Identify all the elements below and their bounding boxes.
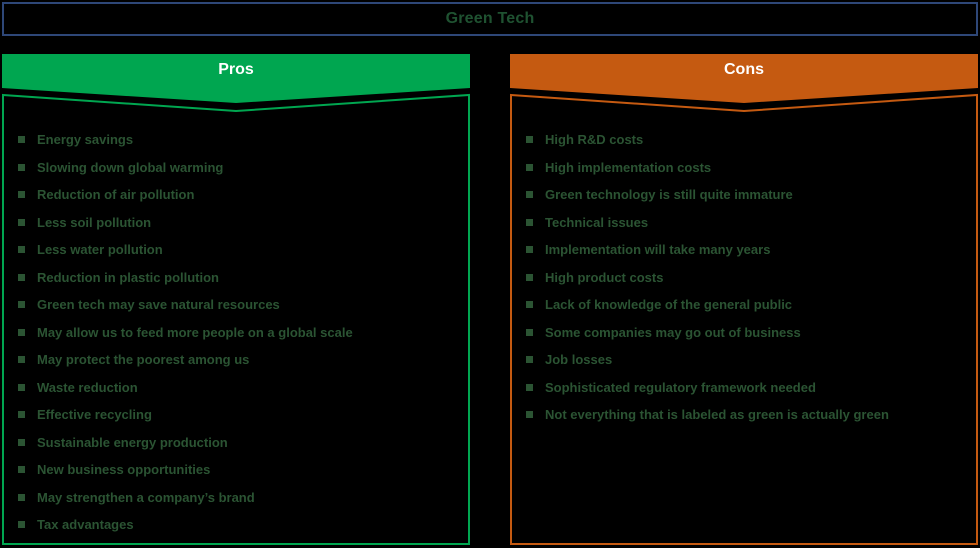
cons-list-item-text: Job losses <box>545 352 613 368</box>
cons-list-item-text: Technical issues <box>545 214 649 230</box>
bullet-square-icon <box>526 246 533 253</box>
pros-list-item <box>2 484 464 512</box>
cons-list-item-text: Implementation will take many years <box>545 242 771 258</box>
bullet-square-icon <box>18 191 25 198</box>
bullet-square-icon <box>18 521 25 528</box>
pros-list-item-text: Waste reduction <box>37 379 138 395</box>
pros-list-item-text: New business opportunities <box>37 462 211 478</box>
title-bar <box>2 2 978 36</box>
cons-list-item-text: High implementation costs <box>545 159 712 175</box>
bullet-square-icon <box>526 191 533 198</box>
pros-panel <box>2 54 470 546</box>
pros-list-item <box>2 181 464 209</box>
bullet-square-icon <box>18 164 25 171</box>
cons-list-item <box>510 209 972 237</box>
bullet-square-icon <box>18 219 25 226</box>
pros-list-item <box>2 401 464 429</box>
pros-list-item <box>2 429 464 457</box>
bullet-square-icon <box>526 136 533 143</box>
bullet-square-icon <box>18 439 25 446</box>
pros-list-item <box>2 511 464 539</box>
cons-list-item <box>510 291 972 319</box>
cons-list-item-text: High product costs <box>545 269 664 285</box>
pros-list-item <box>2 126 464 154</box>
cons-list-item <box>510 126 972 154</box>
bullet-square-icon <box>18 301 25 308</box>
bullet-square-icon <box>526 301 533 308</box>
pros-list-item <box>2 374 464 402</box>
cons-list-item <box>510 181 972 209</box>
cons-list-item <box>510 346 972 374</box>
cons-list <box>510 126 972 429</box>
cons-list-item <box>510 264 972 292</box>
pros-list-item <box>2 236 464 264</box>
pros-list-item-text: Green tech may save natural resources <box>37 297 280 313</box>
cons-header-label: Cons <box>724 61 764 78</box>
pros-list-item-text: May strengthen a company’s brand <box>37 489 255 505</box>
bullet-square-icon <box>526 219 533 226</box>
cons-list-item-text: High R&D costs <box>545 132 644 148</box>
pros-list-item-text: Reduction in plastic pollution <box>37 269 219 285</box>
cons-panel <box>510 54 978 546</box>
cons-list-item-text: Not everything that is labeled as green is actually green <box>545 407 889 423</box>
cons-list-item-text: Sophisticated regulatory framework needed <box>545 379 816 395</box>
pros-list-item <box>2 319 464 347</box>
page-title: Green Tech <box>445 10 535 27</box>
bullet-square-icon <box>526 411 533 418</box>
bullet-square-icon <box>18 494 25 501</box>
cons-list-item-text: Some companies may go out of business <box>545 324 801 340</box>
bullet-square-icon <box>526 274 533 281</box>
cons-list-item-text: Lack of knowledge of the general public <box>545 297 793 313</box>
bullet-square-icon <box>526 329 533 336</box>
cons-list-item <box>510 236 972 264</box>
pros-list-item <box>2 291 464 319</box>
cons-list-item <box>510 374 972 402</box>
cons-list-item <box>510 401 972 429</box>
bullet-square-icon <box>18 411 25 418</box>
bullet-square-icon <box>526 356 533 363</box>
bullet-square-icon <box>18 274 25 281</box>
pros-list-item-text: Less soil pollution <box>37 214 152 230</box>
pros-list-item <box>2 264 464 292</box>
pros-list-item <box>2 154 464 182</box>
pros-list-item <box>2 456 464 484</box>
bullet-square-icon <box>18 329 25 336</box>
pros-list-item-text: May allow us to feed more people on a global scale <box>37 324 353 340</box>
pros-list-item-text: May protect the poorest among us <box>37 352 250 368</box>
bullet-square-icon <box>18 246 25 253</box>
pros-list-item <box>2 209 464 237</box>
bullet-square-icon <box>18 384 25 391</box>
pros-list-item-text: Slowing down global warming <box>37 159 224 175</box>
cons-list-item <box>510 319 972 347</box>
pros-list-item-text: Energy savings <box>37 132 134 148</box>
bullet-square-icon <box>18 136 25 143</box>
pros-list-item-text: Reduction of air pollution <box>37 187 195 203</box>
bullet-square-icon <box>18 466 25 473</box>
pros-list-item <box>2 346 464 374</box>
pros-list <box>2 126 464 539</box>
cons-list-item <box>510 154 972 182</box>
pros-list-item-text: Less water pollution <box>37 242 163 258</box>
bullet-square-icon <box>18 356 25 363</box>
bullet-square-icon <box>526 384 533 391</box>
bullet-square-icon <box>526 164 533 171</box>
pros-list-item-text: Effective recycling <box>37 407 152 423</box>
pros-list-item-text: Tax advantages <box>37 517 134 533</box>
pros-list-item-text: Sustainable energy production <box>37 434 228 450</box>
cons-list-item-text: Green technology is still quite immature <box>545 187 793 203</box>
pros-header-label: Pros <box>218 61 254 78</box>
